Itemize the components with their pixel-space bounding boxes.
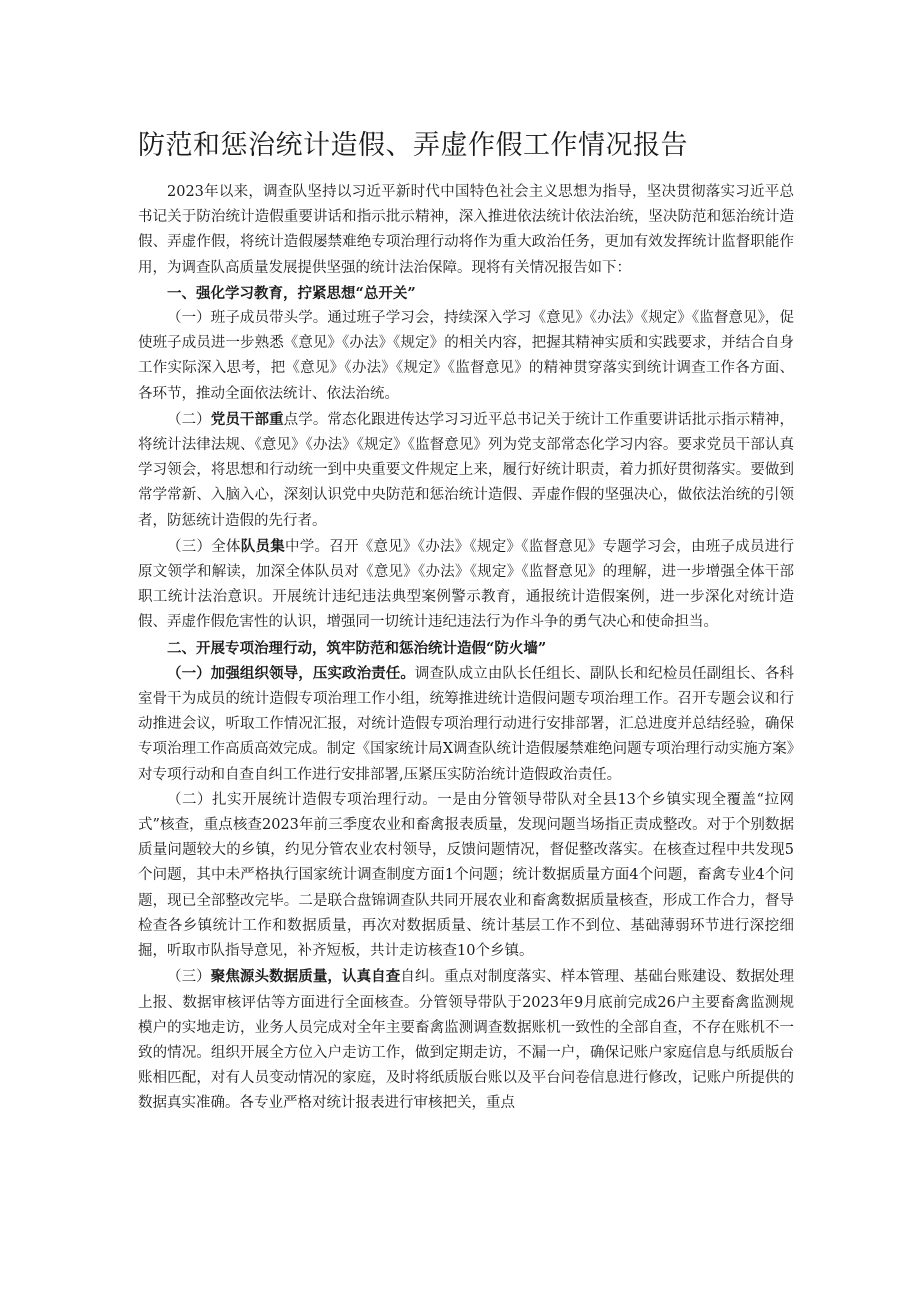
paragraph-prefix: （三） xyxy=(167,969,211,986)
paragraph-lead-bold: 队员集 xyxy=(240,537,285,555)
paragraph-prefix: （三）全体 xyxy=(167,538,241,555)
section2-paragraph-3 xyxy=(138,964,794,1116)
document-title: 防范和惩治统计造假、弄虚作假工作情况报告 xyxy=(138,130,688,161)
paragraph-lead-bold: 党员干部重 xyxy=(210,410,284,428)
section1-paragraph-2 xyxy=(138,407,794,534)
section2-paragraph-2: （二）扎实开展统计造假专项治理行动。一是由分管领导带队对全县13个乡镇实现全覆盖“拉网式”核查，重点核查2023年前三季度农业和畜禽报表质量，发现问题当场指正责成整改。对于个别数据质量问题较大的乡镇，约见分管农业农村领导，反馈问题情况，督促整改落实。在核查过程中共发现5个问题，其中未严格执行国家统计调查制度方面1个问题；统计数据质量方面4个问题，畜禽专业4个问题，现已全部整改完毕。二是联合盘锦调查队共同开展农业和畜禽数据质量核查，形成工作合力，督导检查各乡镇统计工作和数据质量，再次对数据质量、统计基层工作不到位、基础薄弱环节进行深挖细掘，听取市队指导意见，补齐短板，共计走访核查10个乡镇。 xyxy=(138,791,794,960)
intro-paragraph: 2023年以来，调查队坚持以习近平新时代中国特色社会主义思想为指导，坚决贯彻落实习近平总书记关于防治统计造假重要讲话和指示批示精神，深入推进依法统计依法治统，坚决防范和惩治统计造假、弄虚作假，将统计造假屡禁难绝专项治理行动将作为重大政治任务，更加有效发挥统计监督职能作用，为调查队高质量发展提供坚强的统计法治保障。现将有关情况报告如下： xyxy=(138,184,794,276)
paragraph-lead-bold: 聚焦源头数据质量，认真自查 xyxy=(210,968,401,986)
section2-paragraph-1 xyxy=(138,661,794,788)
paragraph-body: 自纠。重点对制度落实、样本管理、基础台账建设、数据处理上报、数据审核评估等方面进行全面核查。分管领导带队于2023年9月底前完成26户主要畜禽监测规模户的实地走访，业务人员完成对全年主要畜禽监测调查数据账机一致性的全部自查，不存在账机不一致的情况。组织开展全方位入户走访工作，做到定期走访，不漏一户，确保记账户家庭信息与纸质版台账相匹配，对有人员变动情况的家庭，及时将纸质版台账以及平台问卷信息进行修改，记账户所提供的数据真实准确。各专业严格对统计报表进行审核把关，重点 xyxy=(138,969,795,1112)
paragraph-body: 调查队成立由队长任组长、副队长和纪检员任副组长、各科室骨干为成员的统计造假专项治理工作小组，统筹推进统计造假问题专项治理工作。召开专题会议和行动推进会议，听取工作情况汇报，对统计造假专项治理行动进行安排部署，汇总进度并总结经验，确保专项治理工作高质高效完成。制定《国家统计局X调查队统计造假屡禁难绝问题专项治理行动实施方案》对专项行动和自查自纠工作进行安排部署,压紧压实防治统计造假政治责任。 xyxy=(138,665,795,783)
paragraph-prefix: （二） xyxy=(167,411,211,428)
paragraph-body: 中学。召开《意见》《办法》《规定》《监督意见》专题学习会，由班子成员进行原文领学和解读，加深全体队员对《意见》《办法》《规定》《监督意见》的理解，进一步增强全体干部职工统计法治意识。开展统计违纪违法典型案例警示教育，通报统计造假案例，进一步深化对统计造假、弄虚作假危害性的认识，增强同一切统计违纪违法行为作斗争的勇气决心和使命担当。 xyxy=(138,538,794,631)
section1-paragraph-1: （一）班子成员带头学。通过班子学习会，持续深入学习《意见》《办法》《规定》《监督意见》，促使班子成员进一步熟悉《意见》《办法》《规定》的相关内容，把握其精神实质和实践要求，并结合自身工作实际深入思考，把《意见》《办法》《规定》《监督意见》的精神贯穿落实到统计调查工作各方面、各环节，推动全面依法统计、依法治统。 xyxy=(138,310,794,402)
paragraph-body: 点学。常态化跟进传达学习习近平总书记关于统计工作重要讲话批示指示精神，将统计法律法规、《意见》《办法》《规定》《监督意见》列为党支部常态化学习内容。要求党员干部认真学习领会，将思想和行动统一到中央重要文件规定上来，履行好统计职责，着力抓好贯彻落实。要做到常学常新、入脑入心，深刻认识党中央防范和惩治统计造假、弄虚作假的坚强决心，做依法治统的引领者，防惩统计造假的先行者。 xyxy=(138,411,795,529)
section-heading-2: 二、开展专项治理行动，筑牢防范和惩治统计造假“防火墙” xyxy=(167,639,547,657)
paragraph-lead-bold: （一）加强组织领导，压实政治责任。 xyxy=(167,664,415,682)
report-page xyxy=(138,122,794,1117)
section-heading-1: 一、强化学习教育，拧紧思想“总开关” xyxy=(167,284,416,302)
section1-paragraph-3 xyxy=(138,534,794,636)
